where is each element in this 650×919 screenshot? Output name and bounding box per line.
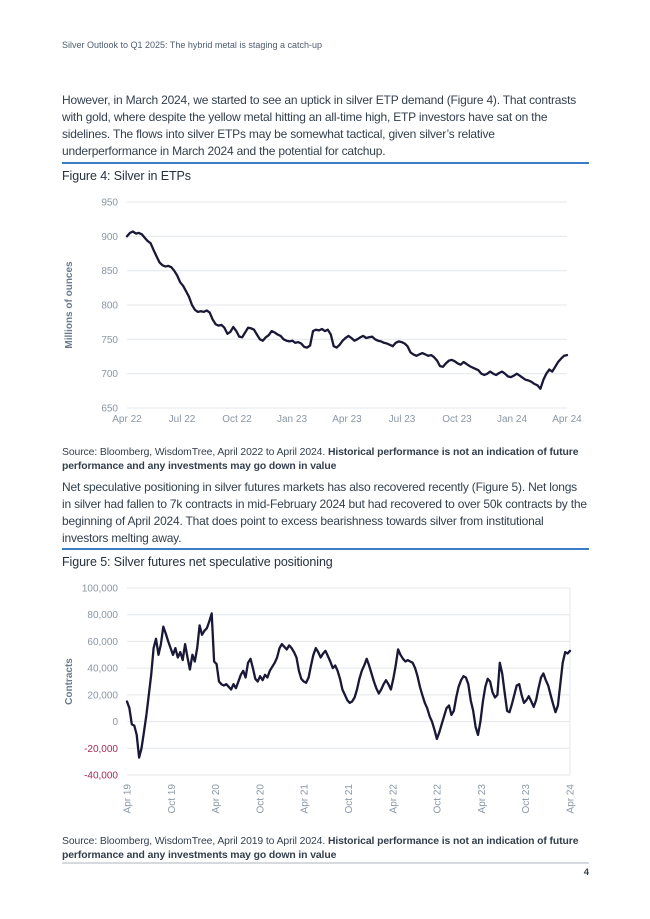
figure5-top-rule bbox=[62, 548, 589, 550]
figure4-source-disclaimer: Historical performance is not an indication of future performance and any investments may go down in value bbox=[62, 447, 579, 472]
x-tick-label: Oct 21 bbox=[344, 784, 355, 814]
y-tick-label: 800 bbox=[101, 300, 118, 312]
document-header-title: Silver Outlook to Q1 2025: The hybrid metal is staging a catch-up bbox=[62, 40, 322, 50]
x-tick-label: Jul 23 bbox=[388, 414, 416, 425]
y-axis-title: Millions of ounces bbox=[64, 261, 75, 349]
y-tick-label: 80,000 bbox=[87, 610, 118, 622]
paragraph-net-positioning: Net speculative positioning in silver futures markets has also recovered recently (Figure 5). Net longs in silver had fallen to 7k contracts in mid-February 2024 but had recovered to over 50k contracts by the beginning of April 2024. That does point to excess bearishness towards silver from institutional investors melting away. bbox=[62, 480, 587, 545]
figure4-source-text: Source: Bloomberg, WisdomTree, April 2022 to April 2024. bbox=[62, 447, 328, 458]
figure5-title: Figure 5: Silver futures net speculative positioning bbox=[62, 555, 333, 569]
y-tick-label: 100,000 bbox=[81, 583, 118, 595]
figure4-line-chart bbox=[62, 191, 589, 436]
y-tick-label: 950 bbox=[101, 197, 118, 209]
y-tick-label: 750 bbox=[101, 334, 118, 346]
x-tick-label: Apr 23 bbox=[476, 784, 488, 814]
x-tick-label: Apr 19 bbox=[122, 784, 134, 814]
data-series-line bbox=[127, 232, 567, 389]
y-tick-label: 20,000 bbox=[87, 690, 118, 702]
x-tick-label: Apr 21 bbox=[299, 784, 311, 814]
x-tick-label: Oct 20 bbox=[255, 784, 267, 814]
y-tick-label: 850 bbox=[101, 266, 118, 278]
x-tick-label: Oct 22 bbox=[432, 784, 444, 814]
figure4-title: Figure 4: Silver in ETPs bbox=[62, 169, 191, 183]
x-tick-label: Jan 23 bbox=[276, 414, 308, 425]
y-tick-label: -20,000 bbox=[84, 743, 118, 755]
y-tick-label: 0 bbox=[112, 717, 118, 729]
x-tick-label: Oct 23 bbox=[442, 414, 472, 425]
x-tick-label: Jul 22 bbox=[168, 414, 196, 425]
x-tick-label: Apr 24 bbox=[552, 414, 582, 425]
x-tick-label: Apr 20 bbox=[211, 784, 223, 814]
x-tick-label: Apr 22 bbox=[388, 784, 400, 814]
x-tick-label: Oct 22 bbox=[222, 414, 252, 425]
x-tick-label: Oct 19 bbox=[166, 784, 178, 814]
x-tick-label: Jan 24 bbox=[496, 414, 528, 425]
paragraph-etp-demand: However, in March 2024, we started to see an uptick in silver ETP demand (Figure 4). That contrasts with gold, where despite the yellow metal hitting an all-time high, ETP investors have sat on the sidelines. The flows into silver ETPs may be somewhat tactical, given silver’s relative underperformance in March 2024 and the potential for catchup. bbox=[62, 93, 577, 158]
x-tick-label: Apr 24 bbox=[565, 784, 577, 814]
figure4-source bbox=[62, 446, 589, 473]
figure4-top-rule bbox=[62, 162, 589, 164]
x-tick-label: Apr 23 bbox=[332, 414, 362, 425]
data-series-line bbox=[127, 613, 570, 757]
x-tick-label: Oct 23 bbox=[521, 784, 533, 814]
figure5-source-disclaimer: Historical performance is not an indication of future performance and any investments may go down in value bbox=[62, 836, 579, 861]
y-tick-label: -40,000 bbox=[84, 770, 118, 782]
page-number: 4 bbox=[583, 867, 589, 878]
y-axis-title: Contracts bbox=[64, 658, 75, 705]
y-tick-label: 700 bbox=[101, 369, 118, 381]
y-tick-label: 650 bbox=[101, 403, 118, 415]
y-tick-label: 60,000 bbox=[87, 636, 118, 648]
figure5-source bbox=[62, 835, 589, 862]
x-tick-label: Apr 22 bbox=[112, 414, 142, 425]
footer-rule bbox=[62, 862, 589, 864]
y-tick-label: 900 bbox=[101, 231, 118, 243]
y-tick-label: 40,000 bbox=[87, 663, 118, 675]
figure5-source-text: Source: Bloomberg, WisdomTree, April 2019 to April 2024. bbox=[62, 836, 328, 847]
figure5-line-chart bbox=[62, 578, 589, 830]
